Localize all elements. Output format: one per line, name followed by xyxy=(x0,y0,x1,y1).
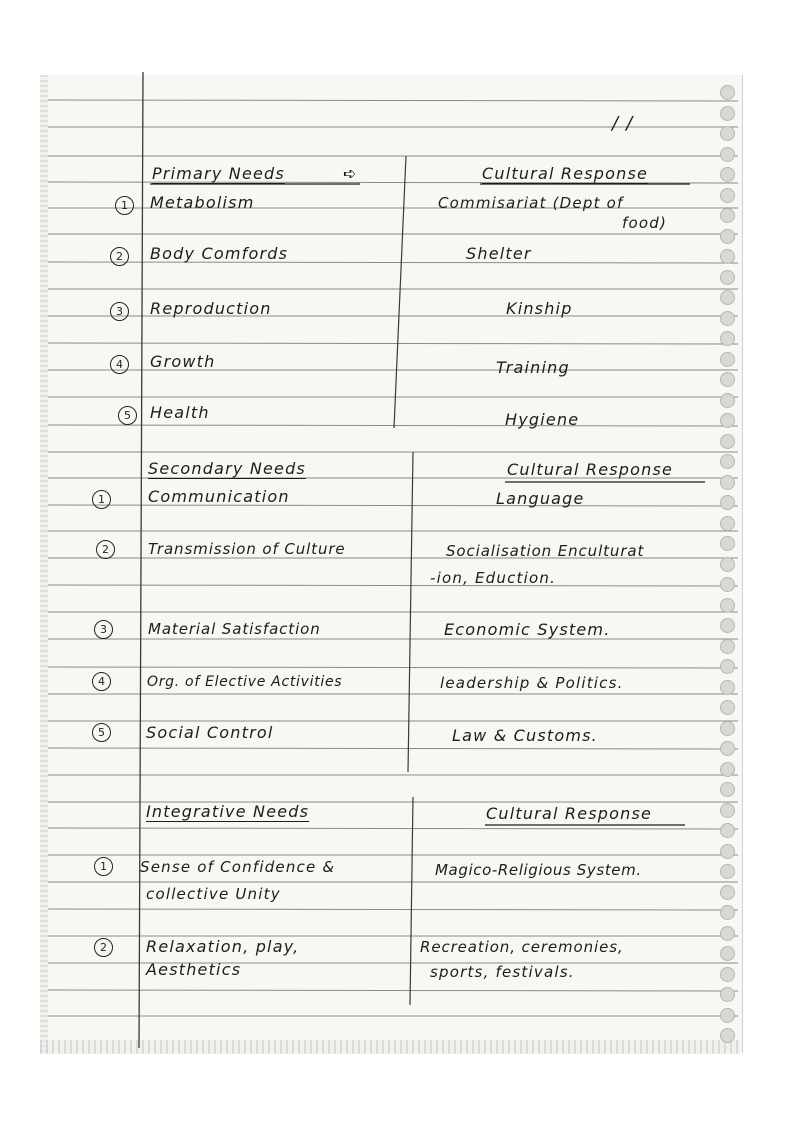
binder-hole xyxy=(720,495,735,510)
binder-hole xyxy=(720,249,735,264)
binder-hole xyxy=(720,393,735,408)
binder-hole xyxy=(720,352,735,367)
binder-hole xyxy=(720,413,735,428)
integrative-needs-heading: Integrative Needs xyxy=(146,802,310,821)
binder-hole xyxy=(720,721,735,736)
binder-hole xyxy=(720,618,735,633)
binder-hole xyxy=(720,536,735,551)
response-sports-festivals: sports, festivals. xyxy=(430,963,575,981)
response-commisariat: Commisariat (Dept of xyxy=(438,194,624,212)
binder-hole xyxy=(720,126,735,141)
binder-hole xyxy=(720,475,735,490)
binder-hole xyxy=(720,926,735,941)
binder-hole xyxy=(720,106,735,121)
binder-hole xyxy=(720,557,735,572)
binder-hole xyxy=(720,680,735,695)
response-socialisation: Socialisation Enculturat xyxy=(446,542,645,560)
ruled-line xyxy=(48,343,738,344)
binder-hole xyxy=(720,885,735,900)
need-metabolism: Metabolism xyxy=(150,193,255,212)
binder-hole xyxy=(720,208,735,223)
binder-hole xyxy=(720,967,735,982)
binder-hole xyxy=(720,1008,735,1023)
response-training: Training xyxy=(496,358,570,377)
need-relaxation: Relaxation, play, xyxy=(146,937,300,956)
binder-hole xyxy=(720,434,735,449)
binder-hole xyxy=(720,905,735,920)
date-field: / / xyxy=(612,113,634,134)
ruled-line xyxy=(48,828,738,829)
need-body-comfords: Body Comfords xyxy=(150,244,289,263)
binder-hole xyxy=(720,188,735,203)
row-number: 3 xyxy=(94,620,113,639)
need-reproduction: Reproduction xyxy=(150,299,272,318)
binder-hole xyxy=(720,577,735,592)
binder-hole xyxy=(720,85,735,100)
binder-hole xyxy=(720,844,735,859)
ruled-line xyxy=(48,100,738,101)
response-recreation: Recreation, ceremonies, xyxy=(420,938,624,956)
need-collective-unity: collective Unity xyxy=(146,885,281,903)
response-commisariat-cont: food) xyxy=(622,214,668,232)
row-number: 1 xyxy=(115,196,134,215)
response-shelter: Shelter xyxy=(466,244,532,263)
row-number: 2 xyxy=(94,938,113,957)
binder-hole xyxy=(720,290,735,305)
row-number: 4 xyxy=(110,355,129,374)
row-number: 2 xyxy=(96,540,115,559)
binder-hole xyxy=(720,372,735,387)
primary-response-heading: Cultural Response xyxy=(482,164,649,183)
need-communication: Communication xyxy=(148,487,290,506)
response-magico-religious: Magico-Religious System. xyxy=(435,861,642,879)
binder-hole xyxy=(720,762,735,777)
row-number: 3 xyxy=(110,302,129,321)
row-number: 1 xyxy=(92,490,111,509)
binder-hole xyxy=(720,229,735,244)
binder-hole xyxy=(720,167,735,182)
ruled-line xyxy=(48,748,738,749)
binder-hole xyxy=(720,1028,735,1043)
margin-line xyxy=(139,72,143,1048)
column-divider-primary xyxy=(394,156,406,428)
row-number: 4 xyxy=(92,672,111,691)
binder-hole xyxy=(720,147,735,162)
binder-hole xyxy=(720,782,735,797)
binder-hole xyxy=(720,454,735,469)
binder-hole xyxy=(720,823,735,838)
binder-hole xyxy=(720,270,735,285)
binder-hole xyxy=(720,803,735,818)
secondary-needs-heading: Secondary Needs xyxy=(148,459,306,478)
primary-needs-heading: Primary Needs xyxy=(152,164,285,183)
row-number: 5 xyxy=(118,406,137,425)
need-sense-of-confidence: Sense of Confidence & xyxy=(140,858,336,876)
response-law-customs: Law & Customs. xyxy=(452,726,598,745)
need-aesthetics: Aesthetics xyxy=(146,960,242,979)
ruled-line xyxy=(48,425,738,426)
response-socialisation-cont: -ion, Eduction. xyxy=(430,569,557,587)
binder-hole xyxy=(720,311,735,326)
integrative-response-heading: Cultural Response xyxy=(486,804,653,823)
need-material-satisfaction: Material Satisfaction xyxy=(148,620,321,638)
binder-hole xyxy=(720,639,735,654)
ruled-line xyxy=(48,585,738,586)
ruled-line xyxy=(48,909,738,910)
row-number: 5 xyxy=(92,723,111,742)
binder-hole xyxy=(720,987,735,1002)
secondary-response-heading: Cultural Response xyxy=(507,460,674,479)
row-number: 2 xyxy=(110,247,129,266)
binder-hole xyxy=(720,331,735,346)
ruled-line xyxy=(48,667,738,668)
binder-hole xyxy=(720,700,735,715)
response-leadership: leadership & Politics. xyxy=(440,674,624,692)
need-transmission: Transmission of Culture xyxy=(148,540,346,558)
response-kinship: Kinship xyxy=(506,299,573,318)
need-org-elective: Org. of Elective Activities xyxy=(147,674,343,690)
need-growth: Growth xyxy=(150,352,216,371)
response-economic-system: Economic System. xyxy=(444,620,611,639)
arrow-icon: ➪ xyxy=(343,164,358,183)
binder-hole xyxy=(720,516,735,531)
binder-hole xyxy=(720,659,735,674)
binder-hole xyxy=(720,741,735,756)
binder-hole xyxy=(720,864,735,879)
binder-hole xyxy=(720,946,735,961)
need-social-control: Social Control xyxy=(146,723,274,742)
need-health: Health xyxy=(150,403,210,422)
row-number: 1 xyxy=(94,857,113,876)
response-hygiene: Hygiene xyxy=(505,410,580,429)
ruled-line xyxy=(48,990,738,991)
binder-hole xyxy=(720,598,735,613)
response-language: Language xyxy=(496,489,585,508)
